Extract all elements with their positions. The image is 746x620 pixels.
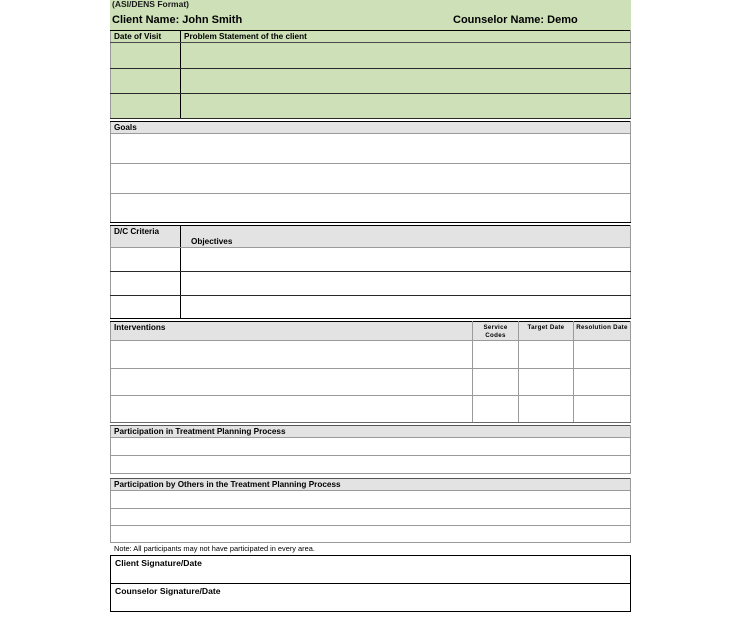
cell-target-date-3[interactable]: [519, 396, 574, 423]
table-row: [111, 296, 631, 319]
cell-date-of-visit-1[interactable]: [111, 43, 181, 69]
cell-participation-others-3[interactable]: [111, 526, 631, 543]
cell-resolution-date-2[interactable]: [574, 369, 631, 396]
cell-intervention-2[interactable]: [111, 369, 473, 396]
header-cell-participation-others: [111, 479, 631, 491]
label-counselor-signature: Counselor Signature/Date: [115, 586, 221, 596]
header-label-participation-client: Participation in Treatment Planning Process: [114, 427, 286, 436]
cell-intervention-1[interactable]: [111, 341, 473, 369]
cell-service-code-3[interactable]: [473, 396, 519, 423]
interventions-table: [110, 321, 631, 423]
dc-criteria-table: [110, 225, 631, 319]
table-header-row: [111, 426, 631, 438]
cell-participation-others-1[interactable]: [111, 491, 631, 509]
header-cell-resolution-date: [574, 322, 631, 341]
cell-resolution-date-3[interactable]: [574, 396, 631, 423]
cell-problem-statement-3[interactable]: [181, 94, 631, 119]
table-row: [111, 69, 631, 94]
header-label-date-of-visit: Date of Visit: [114, 32, 162, 41]
table-row: [111, 272, 631, 296]
names-row: [110, 11, 631, 30]
cell-objective-2[interactable]: [181, 272, 631, 296]
cell-objective-3[interactable]: [181, 296, 631, 319]
cell-participation-client-1[interactable]: [111, 438, 631, 456]
cell-date-of-visit-2[interactable]: [111, 69, 181, 94]
table-row: [111, 438, 631, 456]
table-row: [111, 509, 631, 526]
table-header-row: [111, 31, 631, 43]
header-label-interventions: Interventions: [114, 323, 166, 332]
cell-problem-statement-2[interactable]: [181, 69, 631, 94]
table-row: [111, 134, 631, 164]
header-cell-dc-criteria: [111, 226, 181, 248]
header-label-participation-others: Participation by Others in the Treatment Planning Process: [114, 480, 341, 489]
format-note: (ASI/DENS Format): [112, 0, 189, 9]
header-label-objectives: Objectives: [191, 237, 233, 246]
header-label-service-codes: Service Codes: [483, 324, 508, 339]
header-cell-service-codes: [473, 322, 519, 341]
cell-resolution-date-1[interactable]: [574, 341, 631, 369]
header-cell-objectives: [181, 226, 631, 248]
participation-others-table: [110, 478, 631, 543]
cell-participation-others-2[interactable]: [111, 509, 631, 526]
table-row: [111, 526, 631, 543]
table-header-row: [111, 122, 631, 134]
label-client-signature: Client Signature/Date: [115, 558, 202, 568]
header-cell-interventions: [111, 322, 473, 341]
cell-counselor-signature[interactable]: [111, 584, 631, 612]
signature-table: [110, 555, 631, 612]
header-label-target-date: Target Date: [527, 324, 565, 331]
table-row: [111, 341, 631, 369]
table-row: [111, 556, 631, 584]
table-row: [111, 456, 631, 474]
participation-note: Note: All participants may not have participated in every area.: [110, 543, 631, 555]
table-row: [111, 396, 631, 423]
header-label-dc-criteria: D/C Criteria: [114, 227, 160, 236]
client-header-block: [110, 0, 631, 30]
cell-problem-statement-1[interactable]: [181, 43, 631, 69]
cell-target-date-2[interactable]: [519, 369, 574, 396]
table-header-row: [111, 226, 631, 248]
cell-date-of-visit-3[interactable]: [111, 94, 181, 119]
table-row: [111, 194, 631, 223]
table-header-row: [111, 479, 631, 491]
cell-target-date-1[interactable]: [519, 341, 574, 369]
cell-goal-1[interactable]: [111, 134, 631, 164]
header-label-goals: Goals: [114, 123, 137, 132]
cell-dc-criteria-2[interactable]: [111, 272, 181, 296]
cell-goal-3[interactable]: [111, 194, 631, 223]
problem-statement-table: [110, 30, 631, 119]
cell-goal-2[interactable]: [111, 164, 631, 194]
header-cell-goals: [111, 122, 631, 134]
cell-service-code-2[interactable]: [473, 369, 519, 396]
cell-participation-client-2[interactable]: [111, 456, 631, 474]
table-row: [111, 94, 631, 119]
table-row: [111, 584, 631, 612]
goals-table: [110, 121, 631, 223]
counselor-name-field: Counselor Name: Demo: [453, 14, 578, 26]
table-row: [111, 43, 631, 69]
cell-service-code-1[interactable]: [473, 341, 519, 369]
header-label-problem-statement: Problem Statement of the client: [184, 32, 307, 41]
header-cell-target-date: [519, 322, 574, 341]
client-name-field: Client Name: John Smith: [112, 14, 243, 26]
table-row: [111, 164, 631, 194]
cell-client-signature[interactable]: [111, 556, 631, 584]
table-row: [111, 491, 631, 509]
table-header-row: [111, 322, 631, 341]
treatment-plan-form: [110, 0, 631, 612]
cell-intervention-3[interactable]: [111, 396, 473, 423]
table-row: [111, 248, 631, 272]
header-cell-participation-client: [111, 426, 631, 438]
cell-dc-criteria-1[interactable]: [111, 248, 181, 272]
header-cell-date-of-visit: [111, 31, 181, 43]
participation-client-table: [110, 425, 631, 474]
header-label-resolution-date: Resolution Date: [576, 324, 628, 331]
table-row: [111, 369, 631, 396]
header-cell-problem-statement: [181, 31, 631, 43]
cell-dc-criteria-3[interactable]: [111, 296, 181, 319]
cell-objective-1[interactable]: [181, 248, 631, 272]
